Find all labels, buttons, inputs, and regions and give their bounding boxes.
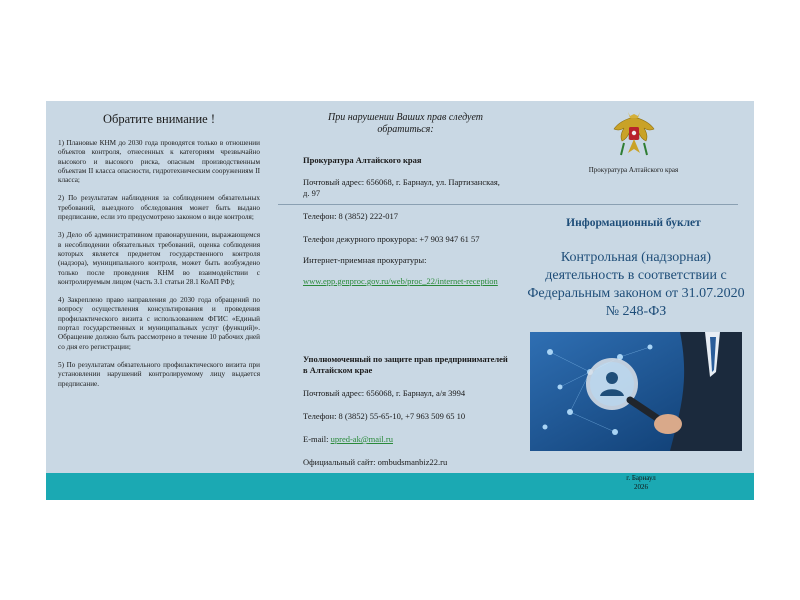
reception-label: Интернет-приемная прокуратуры: [303, 255, 427, 265]
ombudsman-section [303, 354, 508, 468]
prosecutor-phone: Телефон: 8 (3852) 222-017 [303, 211, 399, 221]
left-panel [58, 101, 260, 398]
prosecutor-name: Прокуратура Алтайского края [303, 155, 422, 165]
prosecutor-address: Почтовый адрес: 656068, г. Барнаул, ул. Партизанская, д. 97 [303, 177, 500, 198]
city-label: г. Барнаул [626, 474, 656, 482]
appeal-text: При нарушении Ваших прав следует обратиться: [327, 112, 483, 135]
year-label: 2026 [634, 483, 648, 491]
prosecutor-emblem-icon [612, 109, 656, 161]
attention-title: Обратите внимание ! [102, 112, 216, 126]
point-1: 1) Плановые КНМ до 2030 года проводятся только в отношении объектов контроля, отнесенных к категориям чрезвычайно высокого и высокого риска, опасным производственным объектам II класса опасности, гидротехническим сооружениям II класса; [58, 139, 260, 185]
point-5: 5) По результатам обязательного профилактического визита при установлении нарушений контролируемому лицу выдается предписание. [58, 360, 260, 388]
brochure [46, 101, 754, 500]
main-title: Контрольная (надзорная) деятельность в соответствии с Федеральным законом от 31.07.2020 № 248-ФЗ [527, 250, 745, 319]
ombudsman-phone: Телефон: 8 (3852) 55-65-10, +7 963 509 65 10 [303, 411, 466, 421]
middle-panel [303, 101, 508, 473]
ombudsman-site: Официальный сайт: ombudsmanbiz22.ru [303, 457, 448, 467]
ombudsman-email-row [303, 434, 508, 445]
email-label: E-mail: [303, 434, 331, 444]
magnifier-network-photo [530, 332, 742, 451]
footer-info [601, 474, 681, 492]
point-4: 4) Закреплено право направления до 2030 года обращений по вопросу осуществления консультирования и проведения профилактического визита с использованием ФГИС «Единый портал государственных и муниципальных услуг (функций)». Обращение должно быть рассмотрено в течение 10 рабочих дней со дня его регистрации; [58, 296, 260, 351]
right-panel [516, 101, 751, 473]
booklet-label: Информационный буклет [566, 217, 701, 229]
point-3: 3) Дело об административном правонарушении, выражающемся в несоблюдении обязательных требований, оценка соблюдения которых является предметом государственного контроля (надзора), муниципального контроля, может быть возбуждено только после проведения КНМ во взаимодействии с контролируемым лицом (часть 3.1 статьи 28.1 КоАП РФ); [58, 231, 260, 286]
ombudsman-address: Почтовый адрес: 656068, г. Барнаул, а/я 3994 [303, 388, 466, 398]
ombudsman-name: Уполномоченный по защите прав предпринимателей в Алтайском крае [303, 354, 508, 375]
org-small-name: Прокуратура Алтайского края [588, 166, 679, 174]
reception-link[interactable]: www.epp.genproc.gov.ru/web/proc_22/internet-reception [303, 276, 498, 286]
email-link[interactable]: upred-ak@mail.ru [330, 434, 393, 444]
duty-phone: Телефон дежурного прокурора: +7 903 947 61 57 [303, 234, 480, 244]
point-2: 2) По результатам наблюдения за соблюдением обязательных требований, выездного обследования может быть выдано предписание, если это предусмотрено законом о виде контроля; [58, 194, 260, 222]
